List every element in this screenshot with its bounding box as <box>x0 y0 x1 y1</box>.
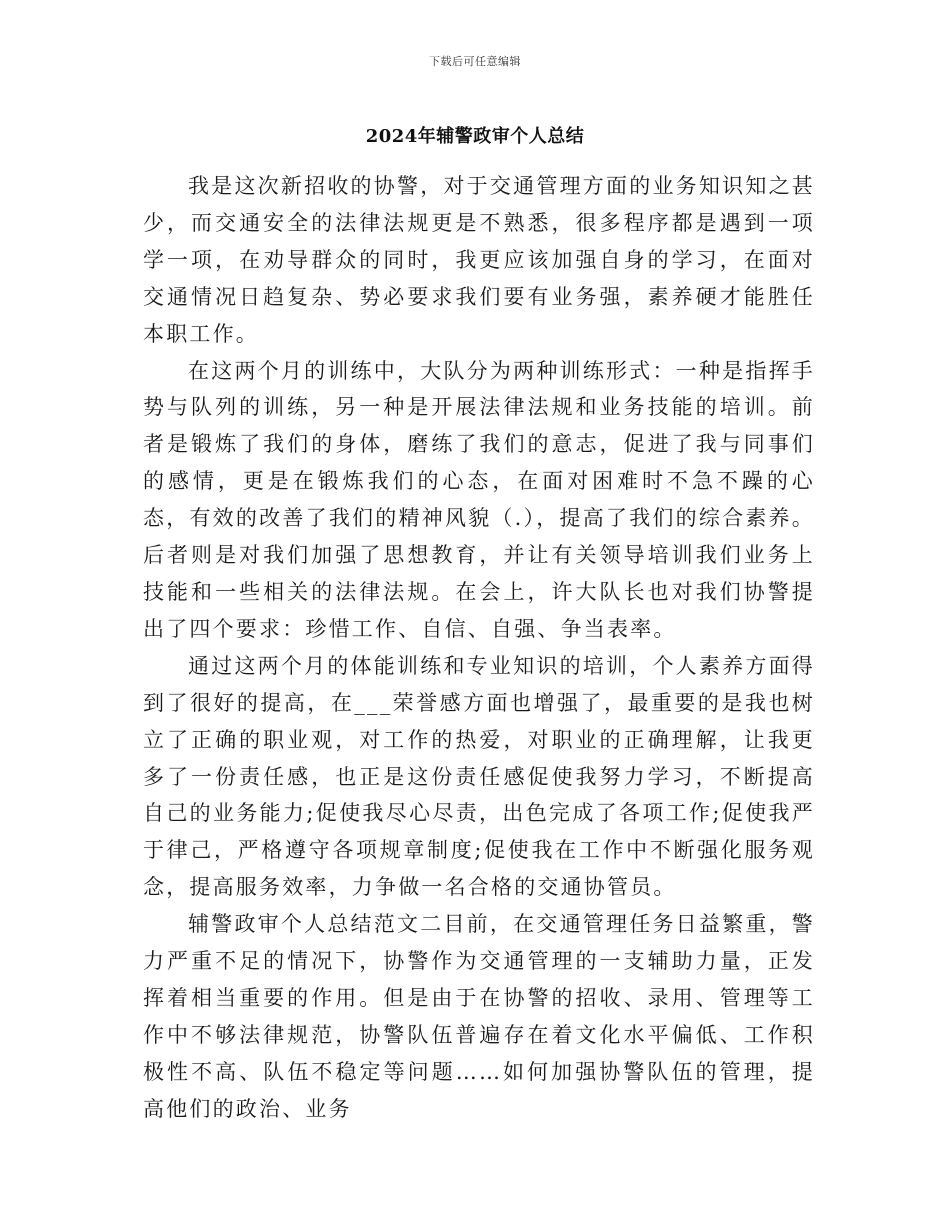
document-title: 2024年辅警政审个人总结 <box>365 126 585 147</box>
header-note: 下载后可任意编辑 <box>429 55 521 68</box>
paragraph-3: 通过这两个月的体能训练和专业知识的培训，个人素养方面得到了很好的提高，在___荣誉感方面也增强了，最重要的是我也树立了正确的职业观，对工作的热爱，对职业的正确理解，让我更多了一份责任感，也正是这份责任感促使我努力学习，不断提高自己的业务能力;促使我尽心尽责，出色完成了各项工作;促使我严于律己，严格遵守各项规章制度;促使我在工作中不断强化服务观念，提高服务效率，力争做一名合格的交通协管员。 <box>143 653 815 900</box>
paragraph-2: 在这两个月的训练中，大队分为两种训练形式：一种是指挥手势与队列的训练，另一种是开展法律法规和业务技能的培训。前者是锻炼了我们的身体，磨练了我们的意志，促进了我与同事们的感情，更是在锻炼我们的心态，在面对困难时不急不躁的心态，有效的改善了我们的精神风貌（.），提高了我们的综合素养。后者则是对我们加强了思想教育，并让有关领导培训我们业务上技能和一些相关的法律法规。在会上，许大队长也对我们协警提出了四个要求：珍惜工作、自信、自强、争当表率。 <box>143 358 815 641</box>
paragraph-1: 我是这次新招收的协警，对于交通管理方面的业务知识知之甚少，而交通安全的法律法规更是不熟悉，很多程序都是遇到一项学一项，在劝导群众的同时，我更应该加强自身的学习，在面对交通情况日趋复杂、势必要求我们要有业务强，素养硬才能胜任本职工作。 <box>143 174 815 346</box>
document-body <box>143 168 815 1128</box>
paragraph-4: 辅警政审个人总结范文二目前，在交通管理任务日益繁重，警力严重不足的情况下，协警作为交通管理的一支辅助力量，正发挥着相当重要的作用。但是由于在协警的招收、录用、管理等工作中不够法律规范，协警队伍普遍存在着文化水平偏低、工作积极性不高、队伍不稳定等问题……如何加强协警队伍的管理，提高他们的政治、业务 <box>143 912 815 1121</box>
